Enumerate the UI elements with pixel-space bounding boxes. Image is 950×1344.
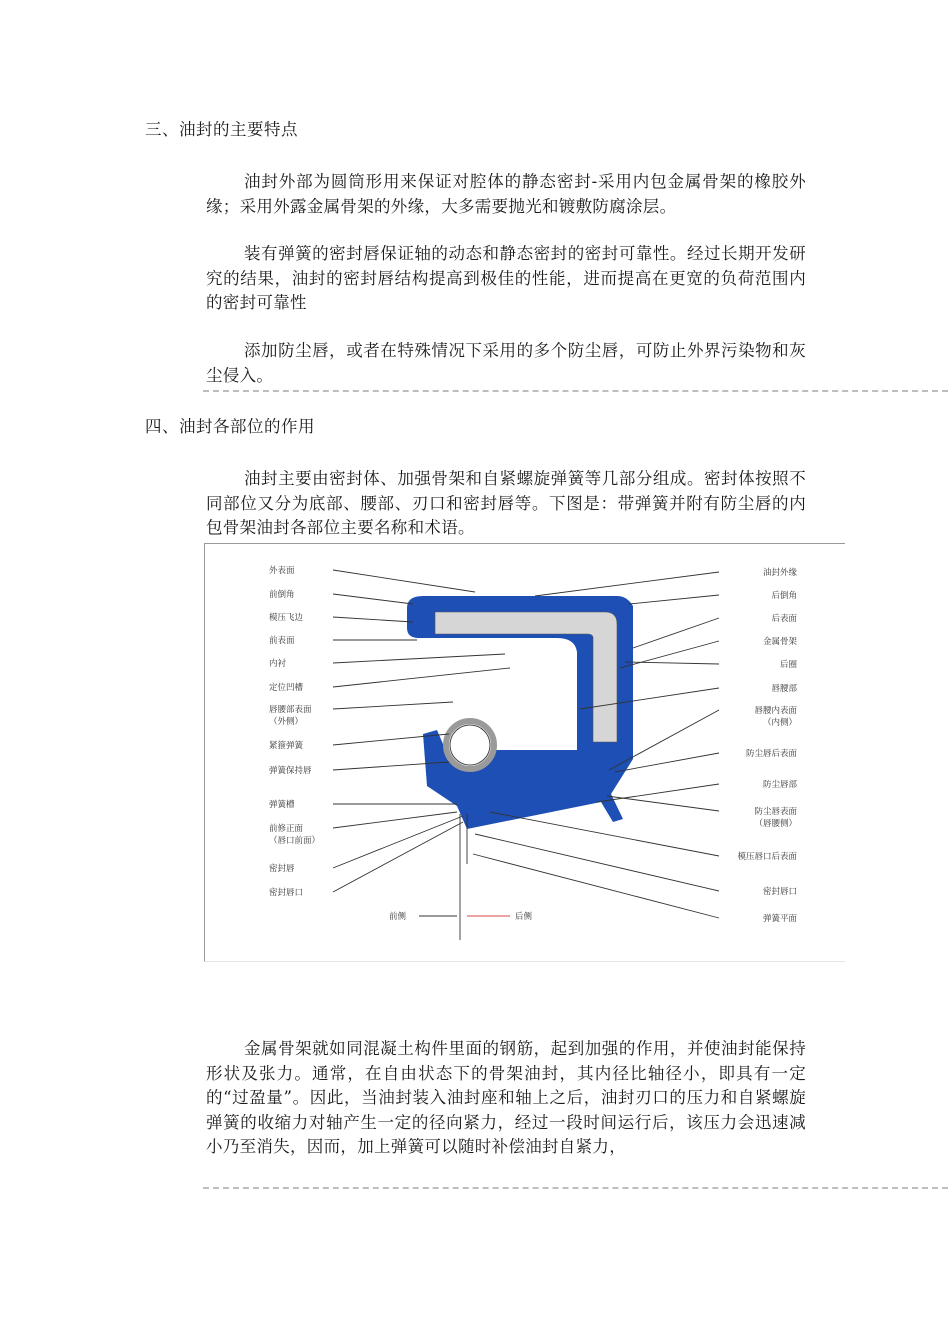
oil-seal-diagram [204,543,845,962]
leader-line [607,796,719,811]
leader-line [333,702,453,709]
oil-seal-diagram-svg [205,544,845,961]
diagram-label-right: 唇腰内表面 [754,706,797,716]
leader-line [333,654,505,663]
diagram-label-right: 后圈 [779,660,797,670]
section4-heading: 四、油封各部位的作用 [145,417,315,436]
diagram-label-right: （内侧） [762,718,797,728]
diagram-label-right: 后表面 [771,614,797,624]
section3-paragraph-1: 油封外部为圆筒形用来保证对腔体的静态密封-采用内包金属骨架的橡胶外缘；采用外露金属骨架的外缘，大多需要抛光和镀敷防腐涂层。 [206,172,806,216]
diagram-label-left: 密封唇 [269,864,295,874]
diagram-label-right: 防尘唇部 [762,780,797,790]
diagram-label-right: 油封外缘 [762,568,797,578]
diagram-label-right: 金属骨架 [762,637,797,647]
diagram-label-left: 内衬 [269,659,287,669]
leader-line [473,854,719,918]
leader-line [490,812,719,856]
diagram-label-right: 模压唇口后表面 [737,852,797,862]
leader-line [633,618,719,648]
dashed-divider-bottom [203,1187,948,1189]
diagram-label-left: 前表面 [269,636,295,646]
leader-line [333,816,463,868]
diagram-label-left: （唇口前面） [269,836,321,846]
leader-line [333,570,475,592]
diagram-label-right: 防尘唇表面 [754,807,797,817]
leader-line [535,572,719,596]
diagram-label-right: （唇腰侧） [754,819,797,829]
leader-line [629,595,719,604]
section3-paragraph-2: 装有弹簧的密封唇保证轴的动态和静态密封的密封可靠性。经过长期开发研究的结果，油封的密封唇结构提高到极佳的性能，进而提高在更宽的负荷范围内的密封可靠性 [206,244,806,312]
section3-paragraph-3: 添加防尘唇，或者在特殊情况下采用的多个防尘唇，可防止外界污染物和灰尘侵入。 [206,341,806,385]
leader-line [475,834,719,891]
diagram-label-right: 密封唇口 [762,887,797,897]
diagram-label-right: 后倒角 [771,591,797,601]
dashed-divider-top [203,390,948,392]
label-rear-side: 后侧 [515,912,533,922]
diagram-label-left: 弹簧槽 [269,800,295,810]
diagram-label-right: 弹簧平面 [762,914,797,924]
section4-paragraph-1: 油封主要由密封体、加强骨架和自紧螺旋弹簧等几部分组成。密封体按照不同部位又分为底部、腰部、刃口和密封唇等。下图是：带弹簧并附有防尘唇的内包骨架油封各部位主要名称和术语。 [206,469,806,537]
diagram-label-left: 定位凹槽 [269,683,304,693]
section3-heading: 三、油封的主要特点 [145,120,298,139]
diagram-label-left: 前修正面 [269,824,304,834]
diagram-label-left: （外侧） [269,717,304,727]
diagram-label-left: 唇腰部表面 [269,705,312,715]
diagram-label-left: 紧箍弹簧 [269,741,304,751]
diagram-label-right: 防尘唇后表面 [745,749,797,759]
label-front-side: 前侧 [389,912,407,922]
section4-paragraph-2: 金属骨架就如同混凝土构件里面的钢筋，起到加强的作用，并使油封能保持形状及张力。通常，在自由状态下的骨架油封，其内径比轴径小，即具有一定的“过盈量”。因此，当油封装入油封座和轴上之后，油封刃口的压力和自紧螺旋弹簧的收缩力对轴产生一定的径向紧力，经过一段时间运行后，该压力会迅速减小乃至消失，因而，加上弹簧可以随时补偿油封自紧力， [206,1039,806,1156]
leader-line [333,594,413,604]
diagram-label-right: 唇腰部 [771,684,797,694]
diagram-label-left: 密封唇口 [269,888,304,898]
diagram-label-left: 前倒角 [269,590,295,600]
leader-line [333,617,413,622]
leader-line [333,822,463,892]
diagram-label-left: 弹簧保持唇 [269,766,312,776]
diagram-label-left: 模压飞边 [269,613,304,623]
diagram-label-left: 外表面 [269,566,295,576]
leader-line [333,668,510,687]
